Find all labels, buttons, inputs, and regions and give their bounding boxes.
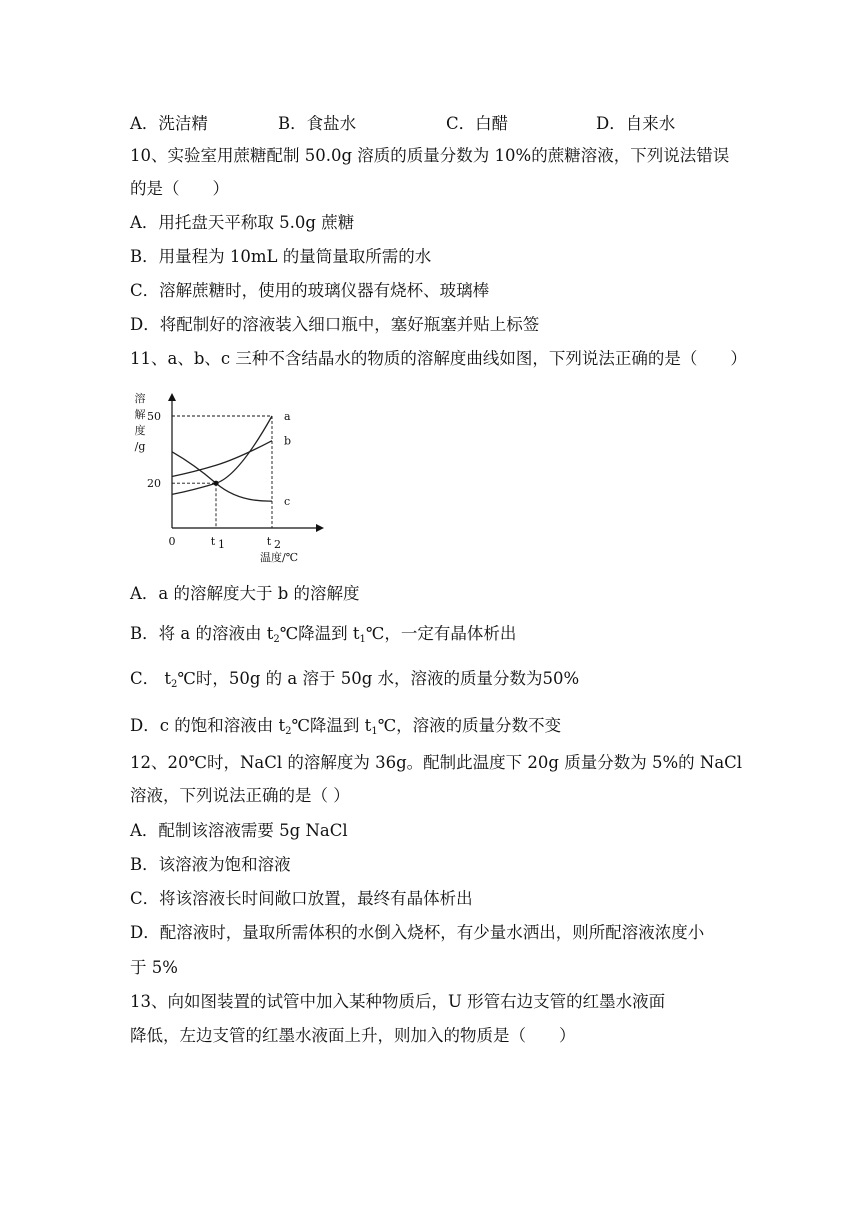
x-tick-t1: t	[210, 535, 216, 548]
x-axis-title: 温度/℃	[260, 551, 299, 564]
q10-option-c: C．溶解蔗糖时，使用的玻璃仪器有烧杯、玻璃棒	[130, 281, 490, 300]
curve-a	[172, 416, 272, 494]
q11-b-sub1: 2	[273, 634, 280, 645]
q11-c-pre: C． t	[130, 669, 172, 688]
q11-option-b	[130, 623, 516, 651]
q12-option-d-line2: 于 5%	[130, 958, 178, 977]
q11-stem: 11、a、b、c 三种不含结晶水的物质的溶解度曲线如图，下列说法正确的是（ ）	[130, 349, 747, 368]
q11-option-d	[130, 715, 561, 743]
curve-b	[172, 441, 272, 477]
q11-b-mid: ℃降温到 t	[279, 624, 360, 643]
q12-option-a: A．配制该溶液需要 5g NaCl	[130, 821, 348, 840]
x-tick-t2: t	[266, 535, 272, 548]
y-tick-50: 50	[147, 410, 161, 423]
curve-label-b: b	[284, 434, 292, 448]
solubility-chart	[126, 388, 326, 568]
q12-option-c: C．将该溶液长时间敞口放置，最终有晶体析出	[130, 889, 473, 908]
q10-option-a: A．用托盘天平称取 5.0g 蔗糖	[130, 213, 355, 232]
q9-option-d: D．自来水	[596, 114, 676, 133]
q12-stem-line2: 溶液，下列说法正确的是（ ）	[130, 786, 350, 805]
chart-axes	[168, 393, 324, 532]
q9-option-a: A．洗洁精	[130, 114, 208, 133]
q11-b-sub2: 1	[359, 634, 366, 645]
y-tick-20: 20	[147, 477, 161, 491]
q10-option-d: D．将配制好的溶液装入细口瓶中，塞好瓶塞并贴上标签	[130, 315, 540, 334]
curve-c	[172, 452, 272, 501]
q11-c-post: ℃时，50g 的 a 溶于 50g 水，溶液的质量分数为50%	[177, 669, 580, 688]
q10-stem-line2: 的是（ ）	[130, 179, 229, 198]
q9-option-c: C．白醋	[446, 114, 509, 133]
y-axis-arrow	[168, 393, 176, 401]
q11-d-post: ℃，溶液的质量分数不变	[377, 716, 562, 735]
intersection-point	[213, 481, 218, 486]
q11-option-a: A．a 的溶解度大于 b 的溶解度	[130, 584, 360, 603]
q11-d-pre: D．c 的饱和溶液由 t	[130, 716, 286, 735]
q12-option-d-line1: D．配溶液时，量取所需体积的水倒入烧杯，有少量水洒出，则所配溶液浓度小	[130, 923, 705, 942]
y-axis-title-char: 度	[134, 424, 146, 437]
y-axis-title-char: 解	[134, 408, 146, 421]
x-axis-arrow	[316, 524, 324, 532]
chart-labels	[135, 391, 299, 564]
q11-b-pre: B．将 a 的溶液由 t	[130, 624, 274, 643]
q11-d-sub1: 2	[285, 726, 292, 737]
y-axis-title-char: 溶	[134, 392, 146, 405]
y-axis-title-char: /g	[134, 440, 146, 453]
q12-stem-line1: 12、20℃时，NaCl 的溶解度为 36g。配制此温度下 20g 质量分数为 5%的 NaCl	[130, 753, 743, 772]
q9-option-b: B．食盐水	[278, 114, 357, 133]
origin-label: 0	[168, 535, 176, 548]
x-tick-sub-1: 1	[218, 538, 225, 551]
q13-stem-line1: 13、向如图装置的试管中加入某种物质后，U 形管右边支管的红墨水液面	[130, 992, 666, 1011]
chart-curves	[172, 416, 272, 501]
q12-option-b: B．该溶液为饱和溶液	[130, 855, 291, 874]
x-tick-sub-2: 2	[274, 538, 281, 551]
curve-label-c: c	[284, 495, 291, 509]
q10-stem-line1: 10、实验室用蔗糖配制 50.0g 溶质的质量分数为 10%的蔗糖溶液，下列说法错误	[130, 146, 730, 165]
q11-d-mid: ℃降温到 t	[291, 716, 372, 735]
q11-option-c	[130, 668, 579, 696]
chart-guides	[172, 416, 272, 528]
q13-stem-line2: 降低，左边支管的红墨水液面上升，则加入的物质是（ ）	[130, 1026, 576, 1045]
q10-option-b: B．用量程为 10mL 的量筒量取所需的水	[130, 247, 432, 266]
q11-d-sub2: 1	[371, 726, 378, 737]
q11-b-post: ℃，一定有晶体析出	[365, 624, 517, 643]
q11-c-sub: 2	[171, 679, 178, 690]
curve-label-a: a	[284, 410, 291, 423]
